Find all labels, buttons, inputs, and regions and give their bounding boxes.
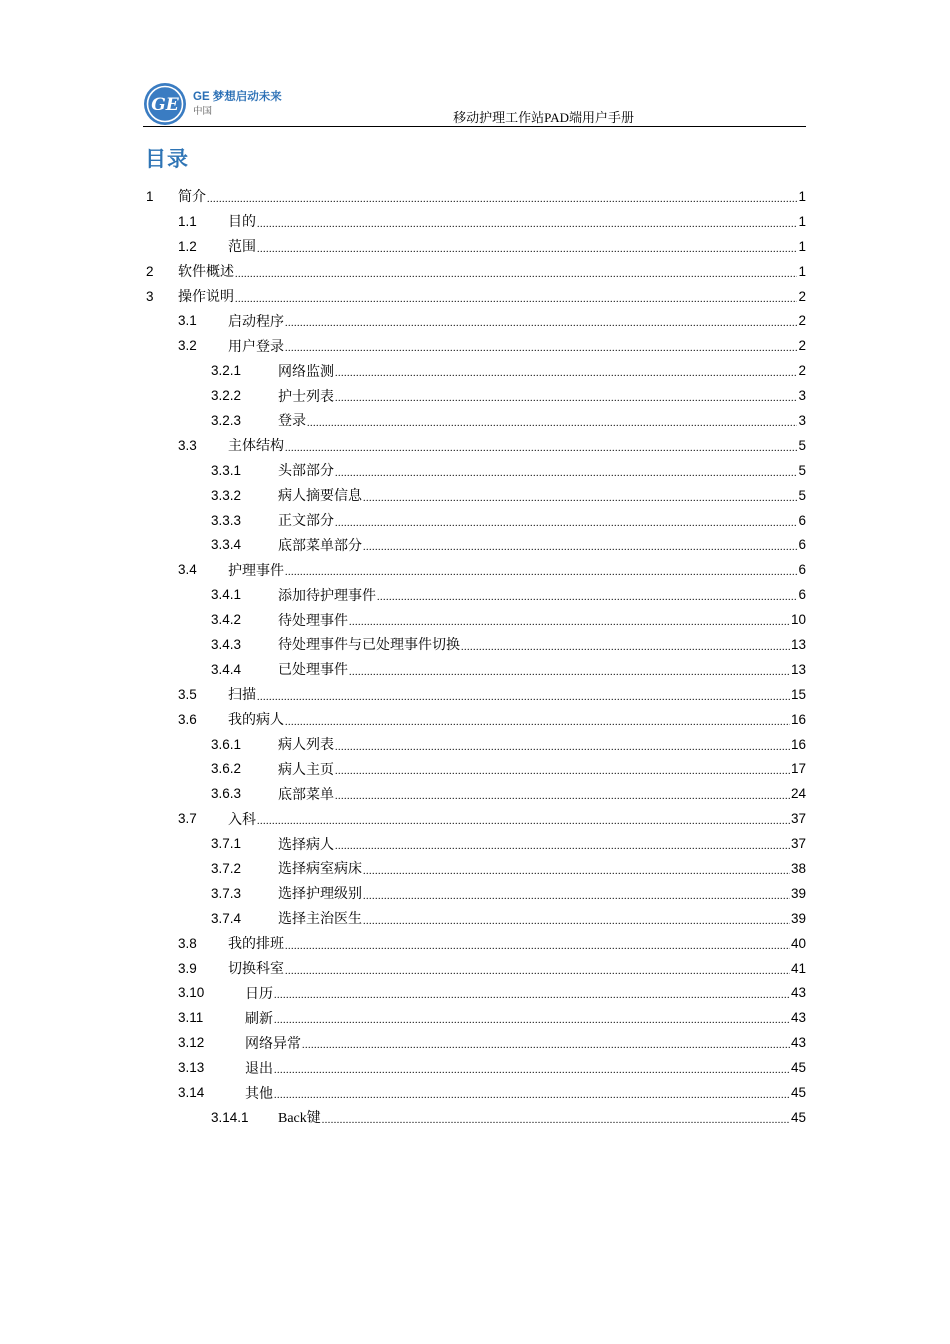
toc-entry-number: 3.11 <box>178 1010 204 1026</box>
toc-entry-number: 3.14.1 <box>211 1109 249 1125</box>
toc-dot-leader <box>335 841 790 852</box>
toc-heading: 目录 <box>145 147 189 171</box>
toc-dot-leader <box>307 418 797 429</box>
toc-dot-leader <box>349 617 790 628</box>
toc-entry-title: Back键 <box>278 1111 321 1127</box>
toc-entry-number: 3.8 <box>178 935 197 951</box>
toc-entry-number: 2 <box>146 263 154 279</box>
toc-entry-number: 1.1 <box>178 213 197 229</box>
toc-entry-title: 软件概述 <box>178 265 234 281</box>
toc-entry[interactable] <box>146 408 806 433</box>
toc-dot-leader <box>363 542 797 553</box>
toc-entry-title: 入科 <box>228 812 256 828</box>
toc-entry[interactable] <box>146 1080 806 1105</box>
toc-entry[interactable] <box>146 1005 806 1030</box>
toc-entry-title: 登录 <box>278 414 306 430</box>
toc-dot-leader <box>274 1065 790 1076</box>
toc-entry-number: 3.2.1 <box>211 363 242 379</box>
toc-entry-page: 2 <box>798 288 806 304</box>
toc-entry[interactable] <box>146 209 806 234</box>
toc-entry-title: 启动程序 <box>228 314 284 330</box>
toc-entry-number: 3.2.3 <box>211 412 242 428</box>
toc-dot-leader <box>335 468 797 479</box>
toc-entry-title: 刷新 <box>245 1011 273 1027</box>
toc-dot-leader <box>257 816 790 827</box>
toc-entry-page: 45 <box>790 1060 806 1076</box>
toc-dot-leader <box>363 891 790 902</box>
toc-dot-leader <box>285 941 790 952</box>
toc-entry-title: 主体结构 <box>228 439 284 455</box>
toc-entry-page: 45 <box>790 1109 806 1125</box>
toc-entry-number: 3.4.1 <box>211 587 242 603</box>
toc-dot-leader <box>363 866 790 877</box>
toc-entry[interactable] <box>146 383 806 408</box>
toc-entry-title: 正文部分 <box>278 514 334 530</box>
toc-dot-leader <box>363 493 797 504</box>
toc-entry-number: 3.3.4 <box>211 537 242 553</box>
toc-entry-page: 3 <box>798 412 806 428</box>
toc-dot-leader <box>335 742 790 753</box>
toc-entry[interactable] <box>146 557 806 582</box>
toc-entry[interactable] <box>146 508 806 533</box>
toc-entry-number: 3.7 <box>178 811 197 827</box>
toc-entry-number: 3.6 <box>178 711 197 727</box>
toc-entry-title: 我的排班 <box>228 937 284 953</box>
document-title: 移动护理工作站PAD端用户手册 <box>453 110 634 125</box>
toc-entry[interactable] <box>146 259 806 284</box>
toc-entry[interactable] <box>146 433 806 458</box>
toc-entry-number: 3.10 <box>178 985 205 1001</box>
toc-entry[interactable] <box>146 657 806 682</box>
toc-entry-number: 3.2 <box>178 338 197 354</box>
toc-entry[interactable] <box>146 806 806 831</box>
toc-entry[interactable] <box>146 682 806 707</box>
toc-dot-leader <box>335 393 797 404</box>
toc-entry-page: 1 <box>798 263 806 279</box>
toc-entry-number: 3.6.3 <box>211 786 242 802</box>
toc-entry-title: 护士列表 <box>278 389 334 405</box>
toc-entry[interactable] <box>146 308 806 333</box>
toc-entry-page: 5 <box>798 437 806 453</box>
toc-entry-number: 3 <box>146 288 154 304</box>
toc-entry-number: 3.5 <box>178 686 197 702</box>
toc-entry-title: 待处理事件 <box>278 613 348 629</box>
toc-dot-leader <box>377 592 797 603</box>
toc-entry[interactable] <box>146 284 806 309</box>
toc-entry-page: 1 <box>798 188 806 204</box>
toc-entry-title: 目的 <box>228 215 256 231</box>
toc-entry[interactable] <box>146 1030 806 1055</box>
toc-entry[interactable] <box>146 582 806 607</box>
table-of-contents <box>146 184 806 1130</box>
toc-dot-leader <box>335 368 797 379</box>
brand-region: 中国 <box>193 106 213 117</box>
toc-entry-page: 37 <box>790 811 806 827</box>
toc-entry-number: 3.3.3 <box>211 512 242 528</box>
toc-entry-page: 24 <box>790 786 806 802</box>
toc-entry-title: 病人主页 <box>278 762 334 778</box>
toc-entry[interactable] <box>146 1105 806 1130</box>
toc-dot-leader <box>335 791 790 802</box>
toc-entry[interactable] <box>146 881 806 906</box>
toc-entry-page: 39 <box>790 885 806 901</box>
toc-entry[interactable] <box>146 906 806 931</box>
toc-entry[interactable] <box>146 831 806 856</box>
toc-entry[interactable] <box>146 483 806 508</box>
toc-entry-number: 3.13 <box>178 1060 205 1076</box>
toc-entry-number: 3.3 <box>178 437 197 453</box>
toc-entry-page: 2 <box>798 313 806 329</box>
toc-entry[interactable] <box>146 732 806 757</box>
toc-dot-leader <box>235 294 797 305</box>
toc-entry-number: 3.4.3 <box>211 636 242 652</box>
toc-entry-number: 3.4.2 <box>211 612 242 628</box>
toc-entry-title: 头部部分 <box>278 464 334 480</box>
toc-entry[interactable] <box>146 184 806 209</box>
toc-dot-leader <box>285 443 797 454</box>
ge-logo-icon <box>143 82 187 126</box>
toc-entry-number: 3.7.2 <box>211 860 242 876</box>
toc-entry[interactable] <box>146 632 806 657</box>
toc-dot-leader <box>285 343 797 354</box>
toc-entry[interactable] <box>146 956 806 981</box>
toc-entry[interactable] <box>146 756 806 781</box>
toc-entry-page: 6 <box>798 562 806 578</box>
toc-dot-leader <box>274 990 790 1001</box>
toc-entry-page: 5 <box>798 462 806 478</box>
toc-entry[interactable] <box>146 1055 806 1080</box>
toc-dot-leader <box>274 1090 790 1101</box>
toc-entry-number: 3.2.2 <box>211 388 242 404</box>
toc-dot-leader <box>322 1115 790 1126</box>
toc-entry[interactable] <box>146 333 806 358</box>
toc-entry-title: 选择病人 <box>278 837 334 853</box>
toc-entry-title: 范围 <box>228 240 256 256</box>
toc-entry-title: 操作说明 <box>178 290 234 305</box>
toc-entry-page: 2 <box>798 338 806 354</box>
logo-text: GE <box>151 95 179 115</box>
toc-entry-page: 6 <box>798 512 806 528</box>
toc-entry-number: 1 <box>146 188 154 204</box>
toc-entry-page: 13 <box>790 636 806 652</box>
toc-entry-page: 43 <box>790 985 806 1001</box>
toc-entry-number: 3.3.2 <box>211 487 242 503</box>
toc-dot-leader <box>257 219 797 230</box>
toc-entry[interactable] <box>146 358 806 383</box>
toc-entry-page: 13 <box>790 661 806 677</box>
toc-entry[interactable] <box>146 931 806 956</box>
toc-entry-number: 3.7.3 <box>211 885 242 901</box>
toc-entry-title: 待处理事件与已处理事件切换 <box>278 638 460 654</box>
toc-entry-title: 日历 <box>245 986 273 1002</box>
toc-entry-page: 1 <box>798 238 806 254</box>
toc-entry-page: 2 <box>798 363 806 379</box>
toc-entry-number: 3.3.1 <box>211 462 242 478</box>
toc-dot-leader <box>335 518 797 529</box>
toc-entry[interactable] <box>146 234 806 259</box>
toc-entry-title: 用户登录 <box>228 339 284 355</box>
toc-entry-page: 15 <box>790 686 806 702</box>
toc-entry-title: 网络监测 <box>278 364 334 380</box>
toc-entry-title: 选择病室病床 <box>278 862 362 878</box>
toc-entry-page: 16 <box>790 711 806 727</box>
toc-entry-number: 3.7.4 <box>211 910 242 926</box>
toc-entry-page: 5 <box>798 487 806 503</box>
toc-dot-leader <box>285 318 797 329</box>
toc-entry-title: 选择护理级别 <box>278 887 362 903</box>
toc-dot-leader <box>461 642 790 653</box>
toc-entry[interactable] <box>146 458 806 483</box>
toc-entry-number: 3.9 <box>178 960 197 976</box>
toc-dot-leader <box>274 1015 790 1026</box>
toc-entry[interactable] <box>146 607 806 632</box>
toc-entry-page: 6 <box>798 537 806 553</box>
toc-entry-title: 病人摘要信息 <box>278 489 362 505</box>
toc-entry[interactable] <box>146 707 806 732</box>
toc-entry-number: 3.4 <box>178 562 197 578</box>
toc-entry-title: 已处理事件 <box>278 663 348 679</box>
toc-entry-title: 退出 <box>245 1061 273 1077</box>
toc-entry[interactable] <box>146 781 806 806</box>
toc-dot-leader <box>257 244 797 255</box>
toc-entry-number: 3.6.2 <box>211 761 242 777</box>
toc-entry-page: 39 <box>790 910 806 926</box>
toc-entry-page: 43 <box>790 1035 806 1051</box>
toc-dot-leader <box>302 1040 790 1051</box>
toc-entry-title: 选择主治医生 <box>278 912 362 928</box>
toc-dot-leader <box>257 692 790 703</box>
toc-entry-page: 16 <box>790 736 806 752</box>
toc-entry-page: 17 <box>790 761 806 777</box>
toc-entry[interactable] <box>146 981 806 1006</box>
toc-entry-number: 3.14 <box>178 1085 205 1100</box>
toc-dot-leader <box>235 269 797 280</box>
toc-entry[interactable] <box>146 532 806 557</box>
toc-entry-title: 扫描 <box>228 688 256 704</box>
toc-dot-leader <box>349 667 790 678</box>
toc-entry-title: 我的病人 <box>228 713 284 729</box>
toc-entry-page: 41 <box>790 960 806 976</box>
page-header <box>143 82 806 127</box>
toc-entry-page: 6 <box>798 587 806 603</box>
toc-dot-leader <box>285 966 790 977</box>
toc-entry-page: 37 <box>790 836 806 852</box>
toc-entry-number: 3.4.4 <box>211 661 242 677</box>
toc-entry-title: 简介 <box>178 190 206 206</box>
toc-entry[interactable] <box>146 856 806 881</box>
toc-entry-title: 切换科室 <box>228 962 284 978</box>
toc-entry-number: 3.1 <box>178 313 197 329</box>
toc-entry-title: 底部菜单 <box>278 787 334 803</box>
toc-entry-title: 网络异常 <box>245 1036 301 1052</box>
toc-entry-page: 45 <box>790 1085 806 1100</box>
toc-dot-leader <box>285 567 797 578</box>
toc-dot-leader <box>335 766 790 777</box>
toc-entry-number: 3.7.1 <box>211 836 242 852</box>
toc-entry-title: 其他 <box>245 1086 273 1102</box>
toc-dot-leader <box>363 916 790 927</box>
toc-entry-title: 护理事件 <box>228 563 284 579</box>
toc-entry-title: 添加待护理事件 <box>278 588 376 604</box>
toc-entry-page: 43 <box>790 1010 806 1026</box>
toc-entry-number: 1.2 <box>178 238 197 254</box>
toc-entry-page: 10 <box>790 612 806 628</box>
toc-entry-title: 底部菜单部分 <box>278 538 362 554</box>
toc-entry-title: 病人列表 <box>278 738 334 754</box>
toc-dot-leader <box>207 194 797 205</box>
toc-entry-page: 3 <box>798 388 806 404</box>
toc-entry-number: 3.12 <box>178 1035 205 1051</box>
toc-entry-page: 40 <box>790 935 806 951</box>
toc-dot-leader <box>285 717 790 728</box>
toc-entry-number: 3.6.1 <box>211 736 242 752</box>
brand-slogan: GE 梦想启动未来 <box>193 91 282 103</box>
toc-entry-page: 38 <box>790 860 806 876</box>
toc-entry-page: 1 <box>798 213 806 229</box>
